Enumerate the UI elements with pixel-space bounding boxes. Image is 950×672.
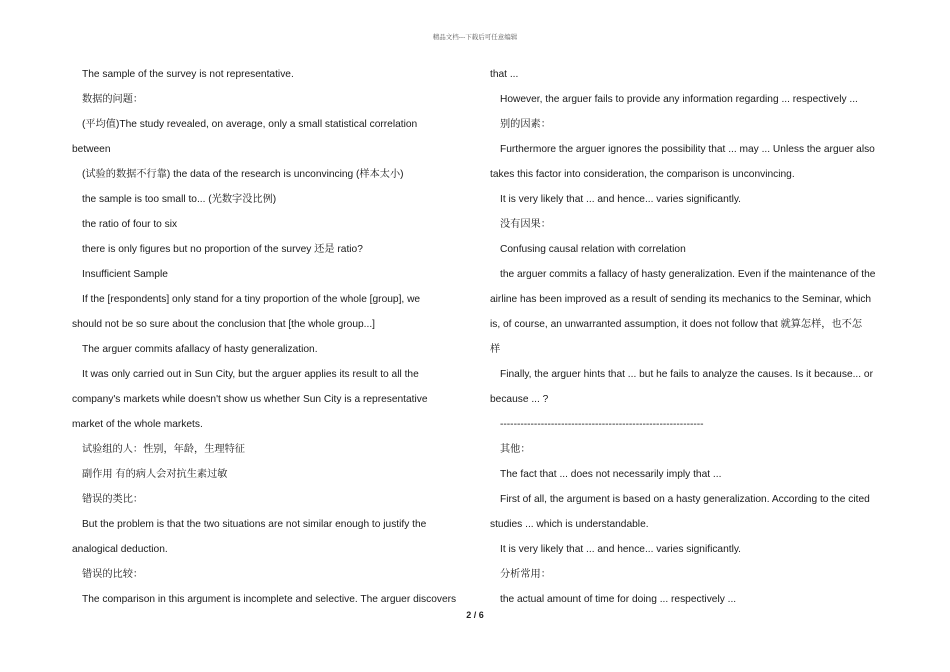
text-line: First of all, the argument is based on a hasty generalization. According to the cited [500,494,870,505]
text-line: 其他： [500,444,531,455]
text-line: (平均值)The study revealed, on average, only a small statistical correlation [82,119,418,130]
text-line: the sample is too small to... (光数字没比例) [82,194,277,205]
text-line: 分析常用： [500,569,551,580]
text-line: It was only carried out in Sun City, but the arguer applies its result to all the [82,369,419,380]
text-line: The arguer commits afallacy of hasty generalization. [82,344,318,355]
text-line: should not be so sure about the conclusion that [the whole group...] [72,319,375,330]
text-line: 数据的问题： [82,94,144,105]
text-line: (试验的数据不行靠) the data of the research is unconvincing (样本太小) [82,169,404,180]
text-line: market of the whole markets. [72,419,203,430]
text-line: analogical deduction. [72,544,168,555]
text-line: studies ... which is understandable. [490,519,649,530]
text-line: because ... ? [490,394,549,405]
text-line: 别的因素： [500,119,551,130]
text-line: company's markets while doesn't show us whether Sun City is a representative [72,394,428,405]
text-line: Insufficient Sample [82,269,168,280]
text-line: The comparison in this argument is incomplete and selective. The arguer discovers [82,594,457,605]
text-line: the ratio of four to six [82,219,178,230]
text-line: airline has been improved as a result of sending its mechanics to the Seminar, which [490,294,872,305]
text-line: If the [respondents] only stand for a tiny proportion of the whole [group], we [82,294,421,305]
text-line: The fact that ... does not necessarily imply that ... [500,469,722,480]
text-line: 试验组的人：性别，年龄，生理特征 [82,444,245,455]
text-line: between [72,144,111,155]
text-line: Finally, the arguer hints that ... but he fails to analyze the causes. Is it because... or [500,369,873,380]
text-line: that ... [490,69,519,80]
text-line: 没有因果： [500,219,551,230]
left-column [72,62,464,612]
text-line: 样 [490,344,501,355]
text-line: takes this factor into consideration, the comparison is unconvincing. [490,169,795,180]
text-line: there is only figures but no proportion of the survey 还是 ratio? [82,244,363,255]
text-line: However, the arguer fails to provide any information regarding ... respectively ... [500,94,858,105]
text-line: Furthermore the arguer ignores the possibility that ... may ... Unless the arguer also [500,144,875,155]
text-line: Confusing causal relation with correlation [500,244,686,255]
text-line: It is very likely that ... and hence... varies significantly. [500,544,742,555]
text-line: 错误的比较： [82,569,144,580]
page-number: 2 / 6 [466,610,484,620]
text-line: ------------------------------------------------------------ [500,419,704,430]
text-line: 错误的类比： [82,494,144,505]
text-line: But the problem is that the two situations are not similar enough to justify the [82,519,427,530]
text-line: 副作用 有的病人会对抗生素过敏 [82,469,228,480]
text-line: The sample of the survey is not representative. [82,69,294,80]
text-line: It is very likely that ... and hence... varies significantly. [500,194,742,205]
text-line: is, of course, an unwarranted assumption, it does not follow that 就算怎样，也不怎 [490,319,863,330]
text-line: the arguer commits a fallacy of hasty generalization. Even if the maintenance of the [500,269,876,280]
right-column [490,62,882,612]
page-header: 精品文档---下载后可任意编辑 [432,33,518,41]
text-line: the actual amount of time for doing ... respectively ... [500,594,737,605]
